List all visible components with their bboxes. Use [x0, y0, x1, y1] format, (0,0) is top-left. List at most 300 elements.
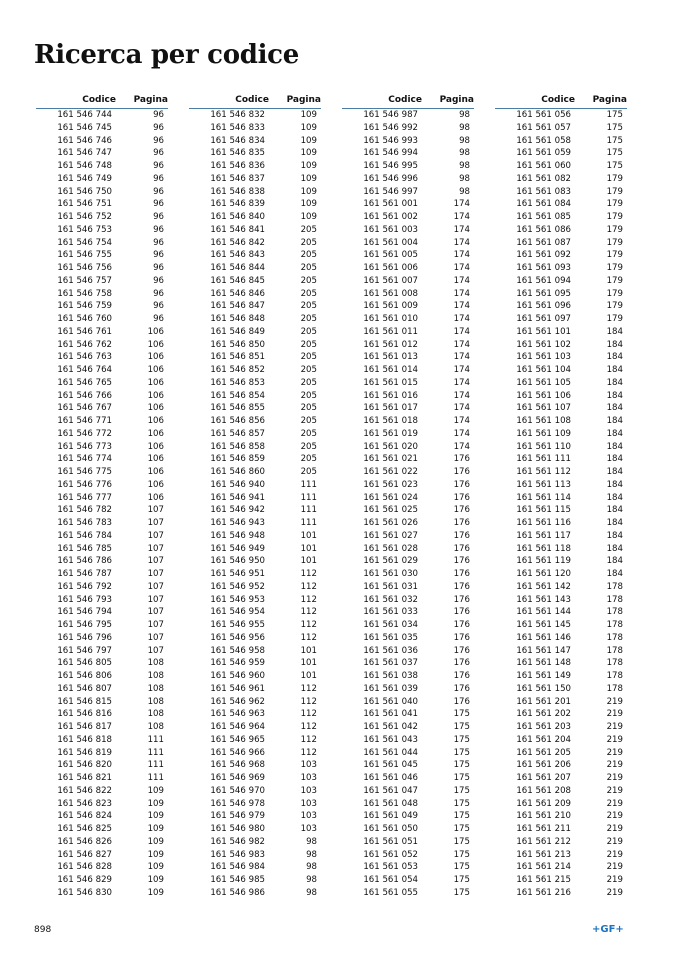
code-cell: 161 546 960	[210, 671, 265, 681]
code-cell: 161 546 852	[210, 365, 265, 375]
page-cell: 179	[606, 301, 623, 312]
table-row	[189, 581, 321, 594]
table-row	[495, 785, 627, 798]
page-cell: 184	[606, 479, 623, 490]
column-header	[189, 93, 321, 109]
table-row	[36, 887, 168, 900]
code-cell: 161 561 023	[363, 479, 418, 490]
table-row	[342, 402, 474, 415]
page-cell: 107	[147, 543, 164, 554]
page-cell: 96	[153, 212, 164, 222]
code-cell: 161 561 211	[516, 824, 571, 834]
table-row	[189, 874, 321, 887]
code-cell: 161 546 816	[57, 709, 112, 720]
table-row	[495, 428, 627, 441]
code-cell: 161 561 059	[516, 148, 571, 159]
code-cell: 161 546 849	[210, 326, 265, 337]
table-row	[342, 339, 474, 352]
code-cell: 161 561 027	[363, 530, 418, 541]
code-cell: 161 546 949	[210, 543, 265, 554]
page-cell: 109	[147, 862, 164, 873]
code-cell: 161 561 015	[363, 377, 418, 388]
page-cell: 175	[453, 773, 470, 783]
page-cell: 174	[453, 377, 470, 388]
page-cell: 184	[606, 416, 623, 426]
table-row	[36, 492, 168, 505]
code-cell: 161 561 020	[363, 441, 418, 452]
table-row	[342, 275, 474, 288]
table-row	[342, 377, 474, 390]
page-cell: 176	[453, 607, 470, 618]
table-row	[342, 441, 474, 454]
page-cell: 174	[453, 390, 470, 401]
code-cell: 161 546 853	[210, 377, 265, 388]
table-row	[342, 670, 474, 683]
page-cell: 112	[300, 620, 317, 630]
page-cell: 176	[453, 569, 470, 579]
table-row	[36, 670, 168, 683]
table-row	[342, 874, 474, 887]
table-row	[495, 351, 627, 364]
code-cell: 161 546 969	[210, 773, 265, 783]
table-row	[189, 810, 321, 823]
page-cell: 101	[300, 556, 317, 567]
page-cell: 96	[153, 122, 164, 133]
table-row	[189, 173, 321, 186]
table-row	[189, 798, 321, 811]
code-cell: 161 561 115	[516, 505, 571, 516]
table-row	[495, 160, 627, 173]
code-cell: 161 546 767	[57, 403, 112, 414]
table-row	[342, 849, 474, 862]
page-cell: 106	[147, 365, 164, 375]
table-row	[342, 517, 474, 530]
table-row	[342, 109, 474, 122]
gf-logo: +GF+	[592, 924, 624, 935]
code-cell: 161 546 941	[210, 492, 265, 503]
code-cell: 161 561 214	[516, 862, 571, 873]
page-cell: 98	[459, 110, 470, 120]
code-cell: 161 546 942	[210, 505, 265, 516]
page-cell: 179	[606, 199, 623, 210]
page-cell: 176	[453, 683, 470, 694]
page-cell: 184	[606, 390, 623, 401]
table-row	[36, 288, 168, 301]
page-cell: 179	[606, 314, 623, 324]
table-row	[342, 619, 474, 632]
page-cell: 96	[153, 186, 164, 197]
page-cell: 175	[606, 148, 623, 159]
code-cell: 161 561 203	[516, 722, 571, 732]
table-row	[495, 798, 627, 811]
code-cell: 161 546 830	[57, 887, 112, 898]
table-row	[342, 606, 474, 619]
table-row	[36, 122, 168, 135]
table-row	[36, 772, 168, 785]
table-row	[342, 237, 474, 250]
page-cell: 205	[300, 301, 317, 312]
table-row	[495, 466, 627, 479]
page-cell: 112	[300, 569, 317, 579]
code-cell: 161 561 047	[363, 785, 418, 796]
page-cell: 179	[606, 263, 623, 273]
code-cell: 161 546 984	[210, 862, 265, 873]
page-cell: 179	[606, 237, 623, 248]
table-row	[189, 861, 321, 874]
code-cell: 161 561 053	[363, 862, 418, 873]
table-row	[495, 479, 627, 492]
code-cell: 161 561 104	[516, 365, 571, 375]
code-cell: 161 561 028	[363, 543, 418, 554]
page-cell: 184	[606, 556, 623, 567]
page-cell: 174	[453, 301, 470, 312]
page-cell: 103	[300, 811, 317, 822]
table-row	[342, 887, 474, 900]
table-row	[36, 160, 168, 173]
code-cell: 161 546 820	[57, 760, 112, 771]
page-cell: 109	[147, 836, 164, 847]
page-cell: 175	[453, 760, 470, 771]
code-cell: 161 561 212	[516, 836, 571, 847]
page-cell: 109	[147, 849, 164, 860]
table-row	[495, 453, 627, 466]
page-cell: 111	[300, 479, 317, 490]
code-cell: 161 546 856	[210, 416, 265, 426]
page-cell: 96	[153, 237, 164, 248]
code-cell: 161 546 851	[210, 352, 265, 363]
code-cell: 161 546 837	[210, 173, 265, 184]
table-row	[36, 466, 168, 479]
column-rows	[189, 109, 321, 900]
code-cell: 161 546 959	[210, 658, 265, 669]
code-cell: 161 546 775	[57, 467, 112, 477]
table-row	[342, 530, 474, 543]
code-cell: 161 546 764	[57, 365, 112, 375]
table-row	[342, 466, 474, 479]
table-row	[189, 390, 321, 403]
code-cell: 161 561 011	[363, 326, 418, 337]
table-row	[342, 173, 474, 186]
page-cell: 175	[453, 722, 470, 732]
page-cell: 106	[147, 416, 164, 426]
table-row	[342, 198, 474, 211]
code-cell: 161 546 840	[210, 212, 265, 222]
table-row	[342, 568, 474, 581]
code-cell: 161 561 013	[363, 352, 418, 363]
page-cell: 109	[147, 811, 164, 822]
table-row	[36, 453, 168, 466]
table-row	[36, 275, 168, 288]
code-cell: 161 561 144	[516, 607, 571, 618]
page-cell: 107	[147, 607, 164, 618]
table-row	[495, 657, 627, 670]
code-cell: 161 546 784	[57, 530, 112, 541]
table-row	[495, 122, 627, 135]
code-cell: 161 546 827	[57, 849, 112, 860]
page-cell: 109	[147, 785, 164, 796]
page-cell: 106	[147, 352, 164, 363]
table-row	[189, 645, 321, 658]
table-row	[495, 836, 627, 849]
table-row	[495, 135, 627, 148]
page-cell: 184	[606, 518, 623, 528]
code-cell: 161 561 204	[516, 734, 571, 745]
table-row	[495, 377, 627, 390]
page-cell: 174	[453, 250, 470, 261]
table-row	[36, 339, 168, 352]
code-cell: 161 561 112	[516, 467, 571, 477]
page-cell: 219	[606, 734, 623, 745]
code-cell: 161 546 794	[57, 607, 112, 618]
code-cell: 161 546 783	[57, 518, 112, 528]
code-cell: 161 561 120	[516, 569, 571, 579]
table-row	[36, 759, 168, 772]
page-cell: 174	[453, 428, 470, 439]
code-cell: 161 546 786	[57, 556, 112, 567]
table-row	[36, 441, 168, 454]
page-cell: 96	[153, 314, 164, 324]
table-row	[342, 186, 474, 199]
code-cell: 161 561 049	[363, 811, 418, 822]
code-cell: 161 546 785	[57, 543, 112, 554]
table-row	[36, 262, 168, 275]
code-cell: 161 546 987	[363, 110, 418, 120]
code-cell: 161 561 148	[516, 658, 571, 669]
table-row	[495, 517, 627, 530]
table-row	[189, 594, 321, 607]
table-row	[36, 351, 168, 364]
code-cell: 161 561 006	[363, 263, 418, 273]
code-cell: 161 561 216	[516, 887, 571, 898]
table-row	[189, 224, 321, 237]
code-cell: 161 546 965	[210, 734, 265, 745]
page-cell: 174	[453, 352, 470, 363]
table-row	[342, 810, 474, 823]
page-cell: 176	[453, 620, 470, 630]
page-cell: 98	[306, 875, 317, 885]
table-row	[189, 492, 321, 505]
page-cell: 107	[147, 569, 164, 579]
table-row	[342, 326, 474, 339]
table-row	[189, 887, 321, 900]
code-cell: 161 546 824	[57, 811, 112, 822]
code-cell: 161 546 979	[210, 811, 265, 822]
page-cell: 176	[453, 645, 470, 656]
page-cell: 178	[606, 683, 623, 694]
code-cell: 161 561 101	[516, 326, 571, 337]
page-cell: 112	[300, 683, 317, 694]
code-cell: 161 561 085	[516, 212, 571, 222]
table-row	[189, 466, 321, 479]
page-cell: 108	[147, 683, 164, 694]
table-row	[36, 428, 168, 441]
code-cell: 161 546 962	[210, 696, 265, 707]
page-cell: 176	[453, 594, 470, 605]
table-row	[495, 555, 627, 568]
page-cell: 176	[453, 632, 470, 643]
page-cell: 106	[147, 403, 164, 414]
code-cell: 161 546 825	[57, 824, 112, 834]
table-row	[36, 747, 168, 760]
table-row	[342, 390, 474, 403]
page-cell: 111	[147, 760, 164, 771]
code-cell: 161 546 982	[210, 836, 265, 847]
code-cell: 161 561 107	[516, 403, 571, 414]
table-row	[189, 339, 321, 352]
code-cell: 161 561 118	[516, 543, 571, 554]
table-row	[36, 581, 168, 594]
code-cell: 161 561 032	[363, 594, 418, 605]
page-cell: 174	[453, 237, 470, 248]
table-row	[189, 122, 321, 135]
page-cell: 205	[300, 416, 317, 426]
code-cell: 161 561 034	[363, 620, 418, 630]
code-cell: 161 546 773	[57, 441, 112, 452]
code-cell: 161 561 149	[516, 671, 571, 681]
code-cell: 161 546 841	[210, 224, 265, 235]
table-row	[36, 479, 168, 492]
code-cell: 161 561 209	[516, 798, 571, 809]
table-row	[189, 747, 321, 760]
code-cell: 161 546 943	[210, 518, 265, 528]
table-row	[189, 606, 321, 619]
page-cell: 106	[147, 428, 164, 439]
page-cell: 111	[300, 518, 317, 528]
page-cell: 174	[453, 441, 470, 452]
page-cell: 111	[300, 505, 317, 516]
page-cell: 107	[147, 620, 164, 630]
page-cell: 96	[153, 135, 164, 146]
code-cell: 161 546 762	[57, 339, 112, 350]
code-cell: 161 561 114	[516, 492, 571, 503]
table-row	[342, 224, 474, 237]
code-cell: 161 561 004	[363, 237, 418, 248]
table-row	[342, 543, 474, 556]
page-cell: 176	[453, 671, 470, 681]
table-row	[495, 402, 627, 415]
code-cell: 161 546 750	[57, 186, 112, 197]
page-cell: 101	[300, 543, 317, 554]
page-cell: 179	[606, 224, 623, 235]
page-cell: 174	[453, 224, 470, 235]
code-cell: 161 561 016	[363, 390, 418, 401]
code-cell: 161 561 093	[516, 263, 571, 273]
table-row	[36, 721, 168, 734]
code-cell: 161 561 142	[516, 581, 571, 592]
table-row	[36, 683, 168, 696]
table-row	[495, 568, 627, 581]
page-cell: 176	[453, 543, 470, 554]
table-row	[189, 836, 321, 849]
header-page: Pagina	[286, 95, 321, 105]
table-row	[495, 810, 627, 823]
table-row	[495, 224, 627, 237]
column-header	[342, 93, 474, 109]
code-cell: 161 546 848	[210, 314, 265, 324]
table-row	[36, 836, 168, 849]
table-row	[36, 619, 168, 632]
table-row	[342, 351, 474, 364]
table-row	[342, 249, 474, 262]
code-cell: 161 546 759	[57, 301, 112, 312]
table-row	[342, 147, 474, 160]
code-cell: 161 561 045	[363, 760, 418, 771]
code-cell: 161 546 858	[210, 441, 265, 452]
code-cell: 161 561 113	[516, 479, 571, 490]
code-cell: 161 561 001	[363, 199, 418, 210]
code-cell: 161 546 774	[57, 454, 112, 465]
code-cell: 161 561 010	[363, 314, 418, 324]
code-cell: 161 561 105	[516, 377, 571, 388]
page-cell: 205	[300, 352, 317, 363]
table-row	[189, 734, 321, 747]
table-row	[36, 517, 168, 530]
code-cell: 161 561 024	[363, 492, 418, 503]
page-cell: 103	[300, 798, 317, 809]
page-cell: 176	[453, 518, 470, 528]
page-cell: 184	[606, 403, 623, 414]
page-cell: 98	[306, 849, 317, 860]
page-cell: 175	[453, 734, 470, 745]
table-row	[495, 594, 627, 607]
table-row	[189, 351, 321, 364]
code-cell: 161 546 754	[57, 237, 112, 248]
code-cell: 161 546 818	[57, 734, 112, 745]
page-cell: 184	[606, 428, 623, 439]
page-cell: 219	[606, 696, 623, 707]
code-cell: 161 546 828	[57, 862, 112, 873]
page-cell: 205	[300, 250, 317, 261]
code-cell: 161 546 796	[57, 632, 112, 643]
table-row	[36, 364, 168, 377]
table-row	[189, 211, 321, 224]
table-row	[36, 504, 168, 517]
page-cell: 98	[459, 122, 470, 133]
table-row	[36, 861, 168, 874]
page-number: 898	[34, 925, 52, 935]
code-cell: 161 561 041	[363, 709, 418, 720]
table-row	[36, 109, 168, 122]
code-cell: 161 561 210	[516, 811, 571, 822]
code-cell: 161 561 003	[363, 224, 418, 235]
table-row	[189, 377, 321, 390]
page-cell: 175	[453, 849, 470, 860]
code-cell: 161 561 082	[516, 173, 571, 184]
table-row	[36, 657, 168, 670]
code-cell: 161 561 117	[516, 530, 571, 541]
page-cell: 219	[606, 875, 623, 885]
code-cell: 161 561 051	[363, 836, 418, 847]
code-cell: 161 561 014	[363, 365, 418, 375]
page-cell: 175	[606, 122, 623, 133]
table-row	[36, 173, 168, 186]
code-cell: 161 561 097	[516, 314, 571, 324]
page-cell: 103	[300, 785, 317, 796]
code-cell: 161 561 039	[363, 683, 418, 694]
table-row	[36, 849, 168, 862]
code-cell: 161 561 030	[363, 569, 418, 579]
code-cell: 161 546 954	[210, 607, 265, 618]
table-row	[495, 262, 627, 275]
page-cell: 107	[147, 530, 164, 541]
table-row	[36, 874, 168, 887]
code-cell: 161 546 995	[363, 161, 418, 171]
page-cell: 107	[147, 581, 164, 592]
page-cell: 111	[147, 734, 164, 745]
page-cell: 174	[453, 314, 470, 324]
page-cell: 184	[606, 339, 623, 350]
page-cell: 205	[300, 454, 317, 465]
